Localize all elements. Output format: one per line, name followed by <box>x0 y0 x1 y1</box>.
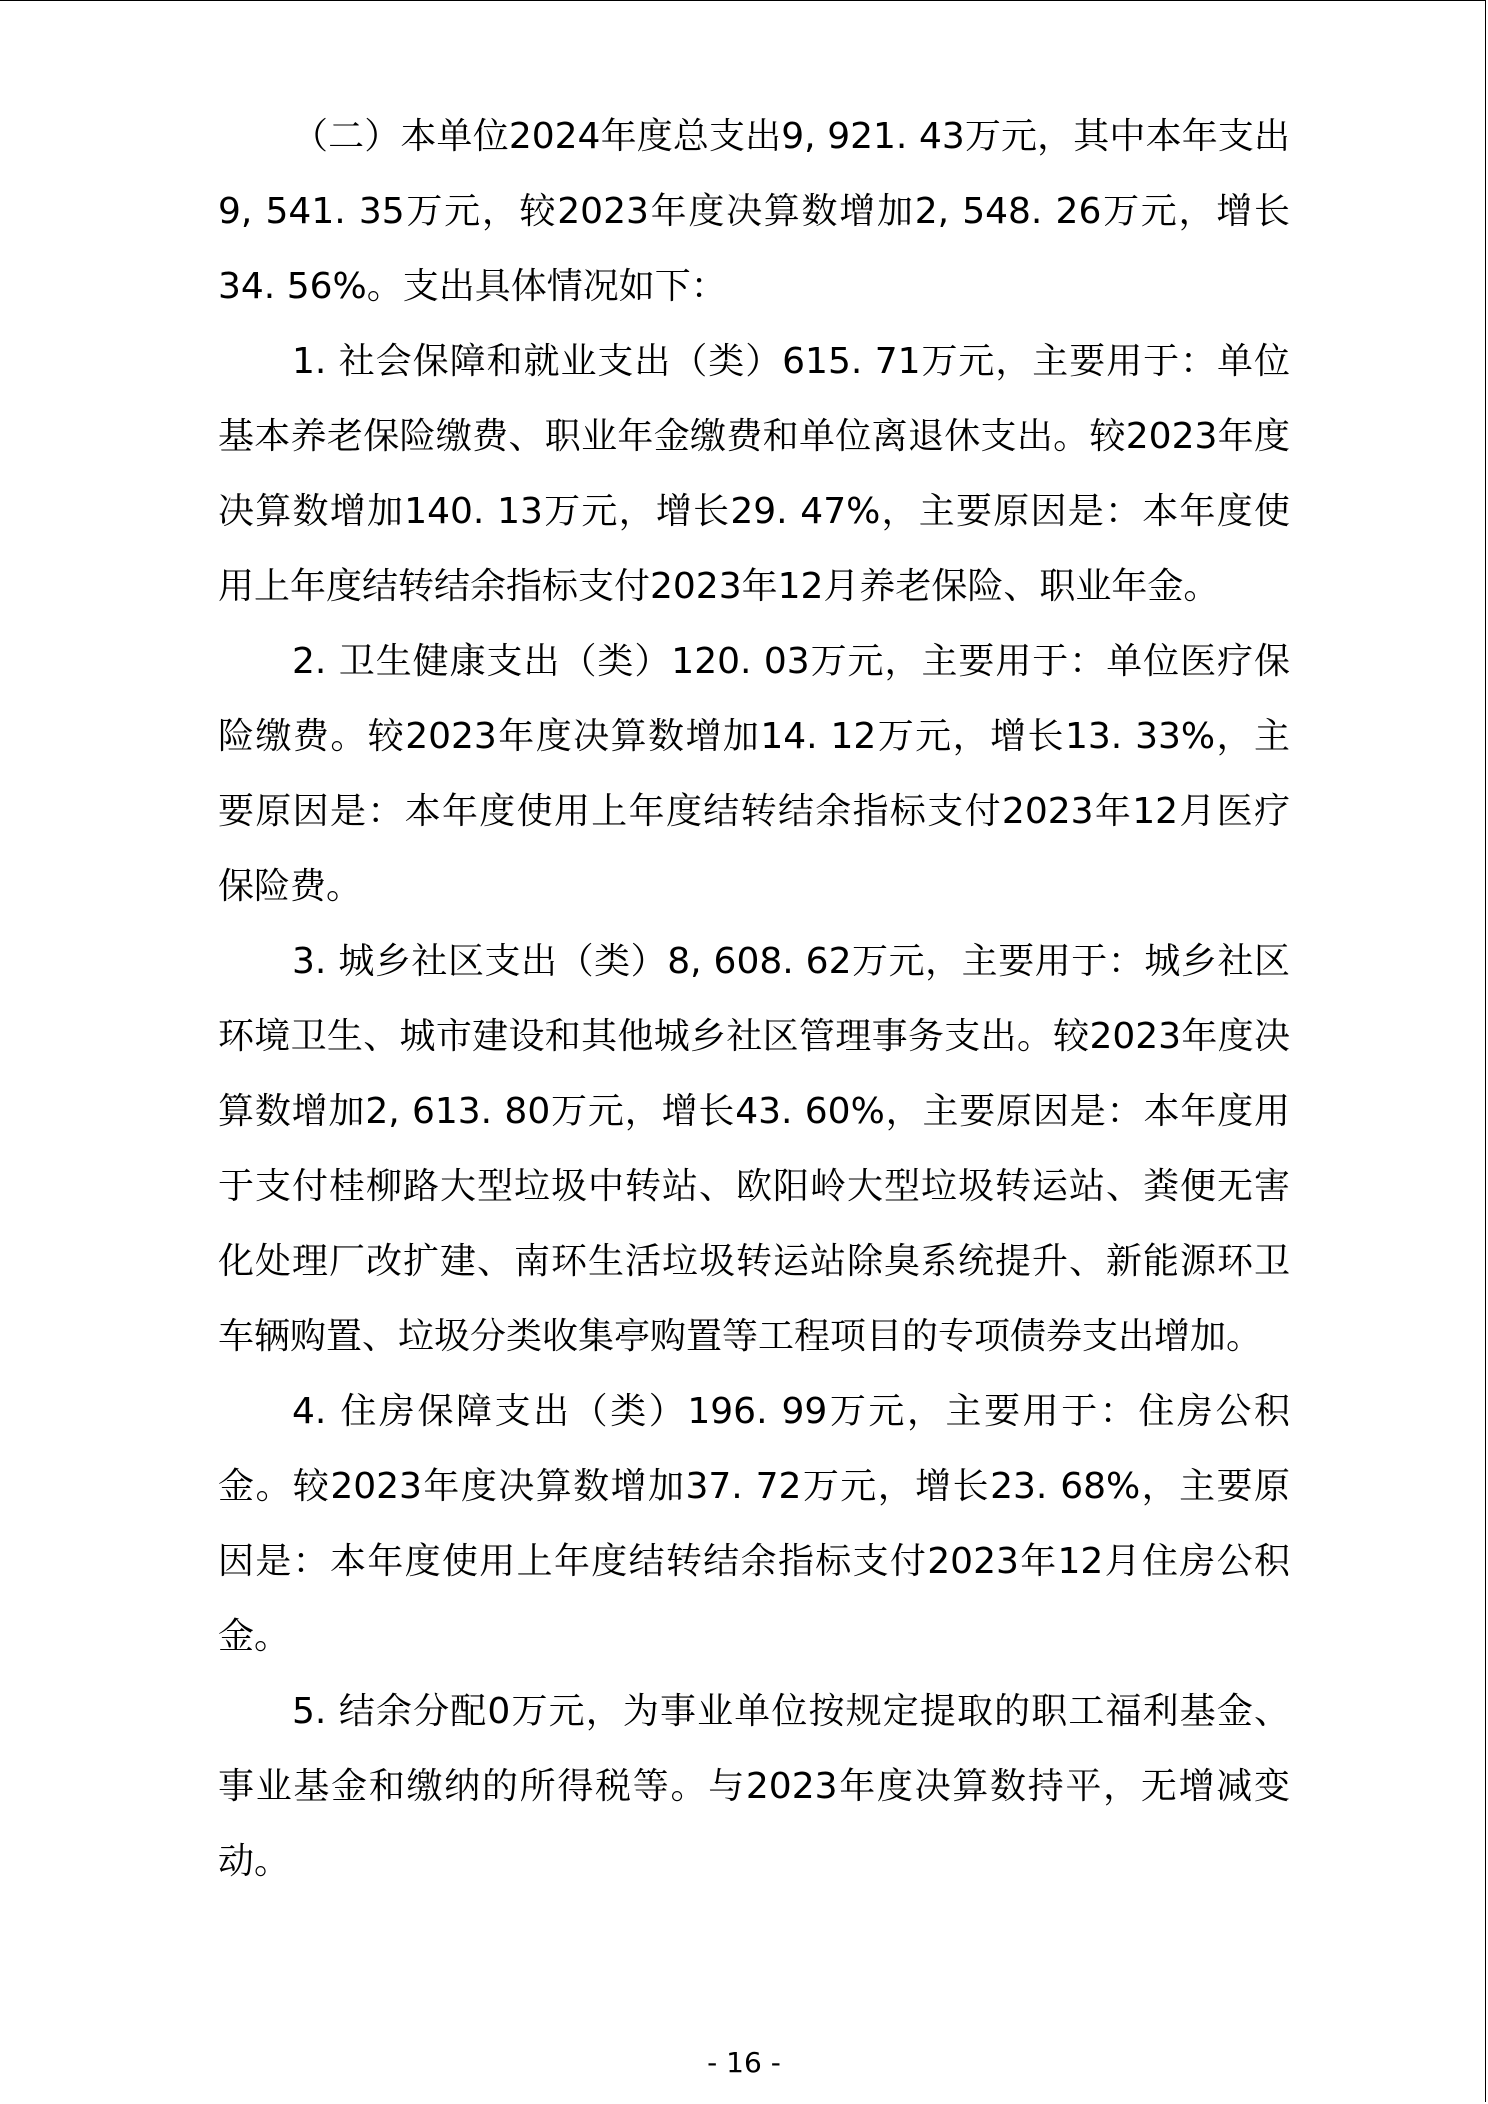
paragraph-social-security: 1. 社会保障和就业支出（类）615. 71万元，主要用于：单位基本养老保险缴费、职业年金缴费和单位离退休支出。较2023年度决算数增加140. 13万元，增长29. 47%，主要原因是：本年度使用上年度结转结余指标支付2023年12月养老保险、职业年金。 <box>218 341 1290 607</box>
paragraph-urban-rural: 3. 城乡社区支出（类）8, 608. 62万元，主要用于：城乡社区环境卫生、城市建设和其他城乡社区管理事务支出。较2023年度决算数增加2, 613. 80万元，增长43. 60%，主要原因是：本年度用于支付桂柳路大型垃圾中转站、欧阳岭大型垃圾转运站、粪便无害化处理厂改扩建、南环生活垃圾转运站除臭系统提升、新能源环卫车辆购置、垃圾分类收集亭购置等工程项目的专项债券支出增加。 <box>218 941 1290 1357</box>
paragraph-health: 2. 卫生健康支出（类）120. 03万元，主要用于：单位医疗保险缴费。较2023年度决算数增加14. 12万元，增长13. 33%，主要原因是：本年度使用上年度结转结余指标支付2023年12月医疗保险费。 <box>218 641 1290 907</box>
paragraph-total-expenditure: （二）本单位2024年度总支出9, 921. 43万元，其中本年支出9, 541. 35万元，较2023年度决算数增加2, 548. 26万元，增长34. 56%。支出具体情况如下： <box>218 116 1290 307</box>
paragraph-housing: 4. 住房保障支出（类）196. 99万元，主要用于：住房公积金。较2023年度决算数增加37. 72万元，增长23. 68%，主要原因是：本年度使用上年度结转结余指标支付2023年12月住房公积金。 <box>218 1391 1290 1657</box>
page-number: - 16 - <box>707 2046 781 2079</box>
document-body <box>218 99 1290 1899</box>
paragraph-surplus-distribution: 5. 结余分配0万元，为事业单位按规定提取的职工福利基金、事业基金和缴纳的所得税等。与2023年度决算数持平，无增减变动。 <box>218 1691 1290 1882</box>
